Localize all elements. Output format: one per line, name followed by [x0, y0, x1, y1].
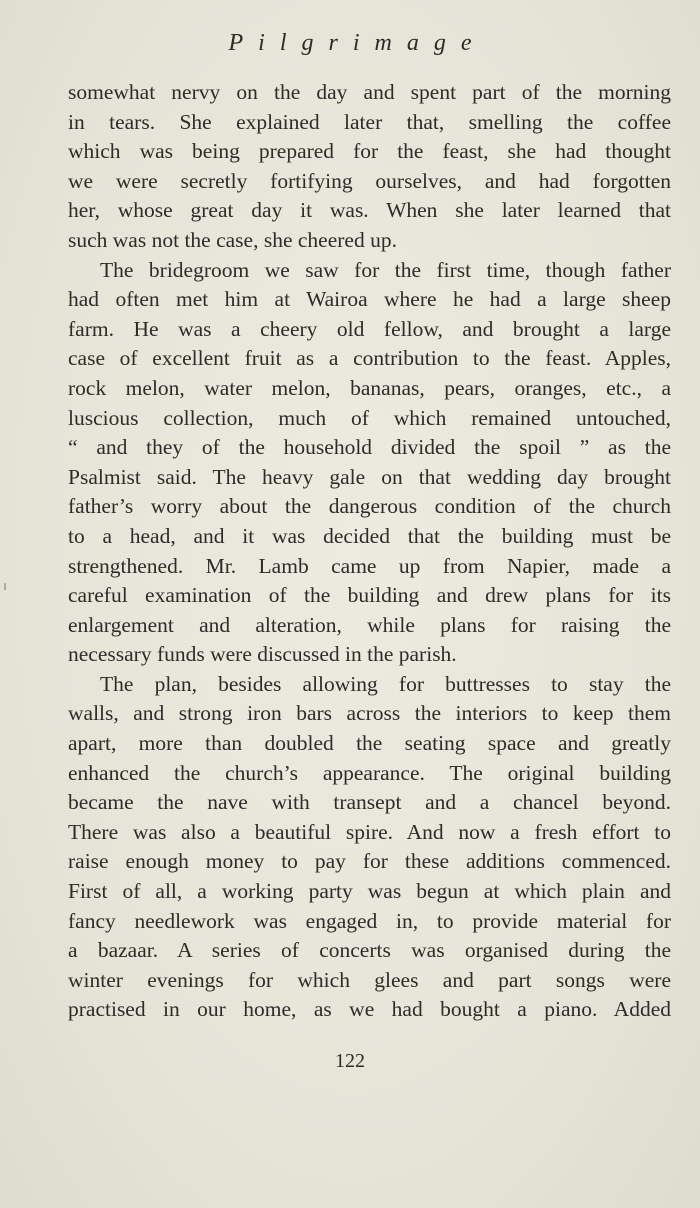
text-line: “ and they of the household divided the spoil ” as the [68, 435, 671, 460]
text-line: fancy needlework was engaged in, to provide material for [68, 908, 671, 933]
text-line: necessary funds were discussed in the parish. [68, 642, 457, 667]
text-line: The bridegroom we saw for the first time, though father [100, 257, 671, 282]
text-line: became the nave with transept and a chancel beyond. [68, 790, 671, 815]
text-line: First of all, a working party was begun at which plain and [68, 879, 671, 904]
text-line: rock melon, water melon, bananas, pears, oranges, etc., a [68, 375, 671, 400]
body-text [68, 78, 671, 1025]
text-line: somewhat nervy on the day and spent part of the morning [68, 80, 671, 104]
text-line: which was being prepared for the feast, she had thought [68, 139, 671, 164]
text-line: such was not the case, she cheered up. [68, 227, 397, 252]
text-line: careful examination of the building and drew plans for its [68, 583, 671, 608]
text-line: her, whose great day it was. When she later learned that [68, 198, 671, 223]
text-line: apart, more than doubled the seating space and greatly [68, 731, 671, 756]
text-line: a bazaar. A series of concerts was organised during the [68, 938, 671, 963]
text-line: luscious collection, much of which remained untouched, [68, 405, 671, 430]
text-line: father’s worry about the dangerous condition of the church [68, 494, 671, 519]
text-line: farm. He was a cheery old fellow, and brought a large [68, 316, 671, 341]
text-line: walls, and strong iron bars across the interiors to keep them [68, 701, 671, 726]
page-number: 122 [335, 1050, 365, 1072]
text-line: There was also a beautiful spire. And now a fresh effort to [68, 819, 671, 844]
text-line: practised in our home, as we had bought a piano. Added [68, 997, 671, 1022]
text-line: had often met him at Wairoa where he had a large sheep [68, 287, 671, 312]
text-line: enlargement and alteration, while plans for raising the [68, 612, 671, 637]
text-line: winter evenings for which glees and part songs were [68, 967, 671, 992]
text-line: in tears. She explained later that, smelling the coffee [68, 109, 671, 134]
text-line: raise enough money to pay for these additions commenced. [68, 849, 671, 874]
running-head: Pilgrimage [228, 30, 487, 56]
text-line: strengthened. Mr. Lamb came up from Napier, made a [68, 553, 671, 578]
paper-speck [4, 583, 6, 590]
text-line: we were secretly fortifying ourselves, and had forgotten [68, 168, 671, 193]
text-line: case of excellent fruit as a contribution to the feast. Apples, [68, 346, 671, 371]
text-line: Psalmist said. The heavy gale on that wedding day brought [68, 464, 671, 489]
text-line: to a head, and it was decided that the building must be [68, 523, 671, 548]
text-line: The plan, besides allowing for buttresses to stay the [100, 671, 671, 696]
text-line: enhanced the church’s appearance. The original building [68, 760, 671, 785]
